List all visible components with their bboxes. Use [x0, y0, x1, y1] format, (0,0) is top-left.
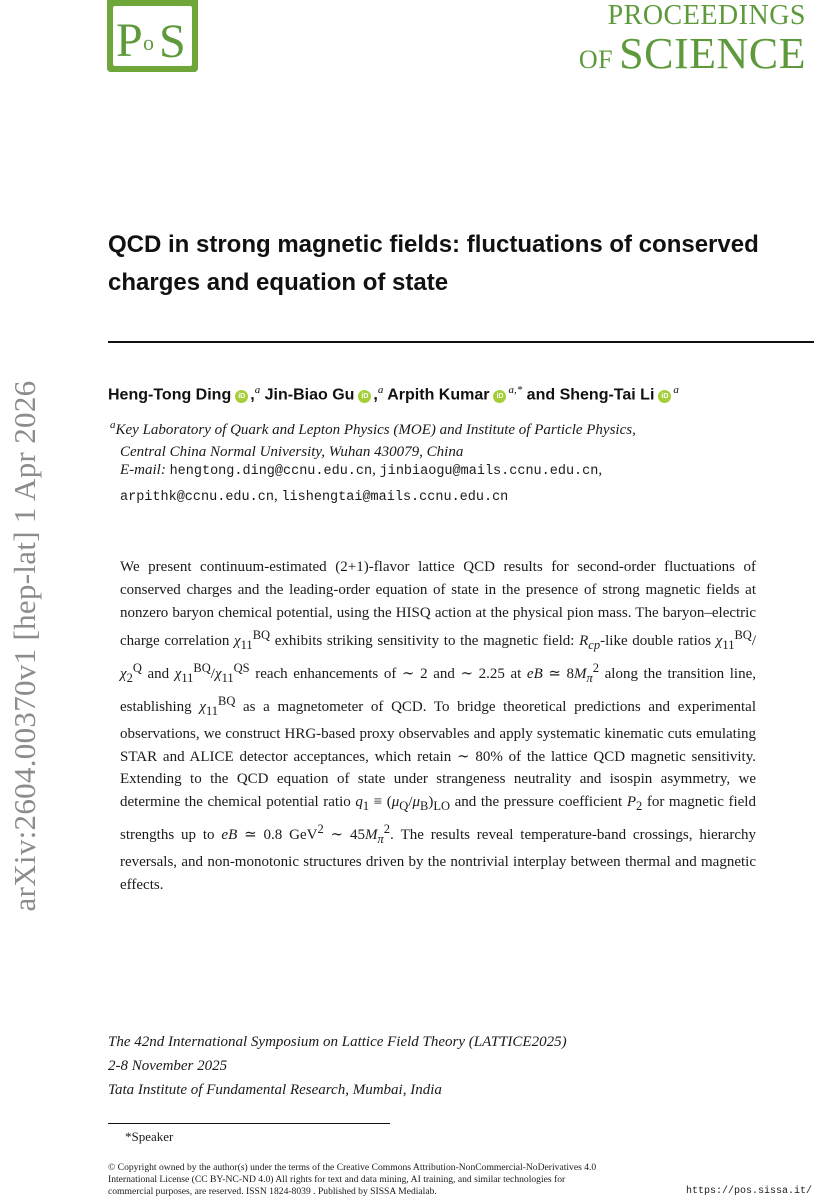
pos-logo: [107, 0, 198, 72]
author-mark: a: [377, 384, 384, 396]
author-joiner: and: [526, 386, 556, 404]
paper-title: QCD in strong magnetic fields: fluctuations of conserved charges and equation of state: [108, 231, 759, 296]
email-block: E-mail: hengtong.ding@ccnu.edu.cn, jinbiaogu@mails.ccnu.edu.cn, arpithk@ccnu.edu.cn, lishengtai@mails.ccnu.edu.cn: [120, 462, 603, 505]
footer-url[interactable]: https://pos.sissa.it/: [685, 1186, 812, 1197]
brand-of: OF: [578, 45, 614, 74]
orcid-icon[interactable]: iD: [658, 390, 671, 403]
author-list: Heng-Tong Ding iD ,$^a$ Jin-Biao Gu iD ,$^a$ Arpith Kumar $iD^{a,*}$ and Sheng-Tai Li $iD^a$: [108, 384, 679, 404]
svg-text:P: P: [116, 14, 143, 67]
affiliation-line1: Key Laboratory of Quark and Lepton Physics (MOE) and Institute of Particle Physics,: [115, 422, 636, 438]
title-rule: [108, 341, 814, 343]
author-mark: a,*: [508, 384, 523, 396]
author-name[interactable]: Sheng-Tai Li: [559, 386, 655, 404]
author-name[interactable]: Jin-Biao Gu: [264, 386, 355, 404]
affiliation-line2: Central China Normal University, Wuhan 430079, China: [120, 444, 464, 460]
affiliation: [110, 414, 800, 463]
copyright-notice: © Copyright owned by the author(s) under the terms of the Creative Commons Attribution-NonCommercial-NoDerivatives 4.0 International License (CC BY-NC-ND 4.0) All rights for text and data mining, AI training, and similar technologies for commercial purposes, are reserved. ISSN 1824-8039 . Published by SISSA Medialab.: [108, 1162, 597, 1197]
email-link[interactable]: hengtong.ding@ccnu.edu.cn: [169, 464, 373, 479]
abstract-text: We present continuum-estimated (2+1)-flavor lattice QCD results for second-order fluctuations of conserved charges and the leading-order equation of state in the presence of strong magnetic fields at nonzero baryon chemical potential, using the HISQ action at the physical pion mass. The baryon–electric charge correlation $\chi_{11}^{BQ}$ exhibits striking sensitivity to the magnetic field: $R_{cp}$-like double ratios $\chi_{11}^{BQ}/\chi_2^Q$ and $\chi_{11}^{BQ}/\chi_{11}^{QS}$ reach enhancements of ∼ 2 and ∼ 2.25 at eB ≃ $8M_\pi^2$ along the transition line, establishing $\chi_{11}^{BQ}$ as a magnetometer of QCD. To bridge theoretical predictions and experimental observations, we construct HRG-based proxy observables and apply systematic kinematic cuts emulating STAR and ALICE detector acceptances, which retain ∼ 80% of the lattice QCD magnetic sensitivity. Extending to the QCD equation of state under strangeness neutrality and isospin asymmetry, we determine the chemical potential ratio $q_1 \equiv (\mu_Q/\mu_B)_{LO}$ and the pressure coefficient $P_2$ for magnetic field strengths up to eB ≃ 0.8 GeV$^2$ ∼ $45M_\pi^2$. The results reveal temperature-band crossings, hierarchy reversals, and non-monotonic structures driven by the nontrivial interplay between thermal and magnetic effects.: [120, 559, 756, 893]
email-link[interactable]: jinbiaogu@mails.ccnu.edu.cn: [379, 464, 599, 479]
email-link[interactable]: lishengtai@mails.ccnu.edu.cn: [281, 490, 509, 505]
arxiv-stamp: arXiv:2604.00370v1 [hep-lat] 1 Apr 2026: [7, 380, 42, 912]
author-name[interactable]: Heng-Tong Ding: [108, 386, 232, 404]
author-mark: a: [254, 384, 261, 396]
orcid-icon[interactable]: iD: [235, 390, 248, 403]
proceedings-of-science-wordmark: [579, 2, 806, 76]
svg-text:o: o: [143, 30, 154, 55]
conference-dates: 2-8 November 2025: [108, 1058, 228, 1074]
conference-info: [108, 1030, 798, 1102]
footnote-rule: [108, 1123, 390, 1124]
conference-venue: Tata Institute of Fundamental Research, Mumbai, India: [108, 1082, 442, 1098]
affiliation-mark: a: [110, 419, 116, 431]
email-link[interactable]: arpithk@ccnu.edu.cn: [120, 490, 274, 505]
orcid-icon[interactable]: iD: [493, 390, 506, 403]
brand-line2: SCIENCE: [619, 29, 806, 78]
conference-name: The 42nd International Symposium on Lattice Field Theory (LATTICE2025): [108, 1034, 567, 1050]
svg-text:S: S: [159, 15, 186, 68]
orcid-icon[interactable]: iD: [358, 390, 371, 403]
abstract: [120, 556, 756, 896]
author-name[interactable]: Arpith Kumar: [387, 386, 490, 404]
footnote-speaker: *Speaker: [125, 1129, 174, 1144]
brand-line1: PROCEEDINGS: [607, 0, 806, 31]
author-mark: a: [673, 384, 679, 396]
email-label: E-mail:: [120, 462, 166, 478]
